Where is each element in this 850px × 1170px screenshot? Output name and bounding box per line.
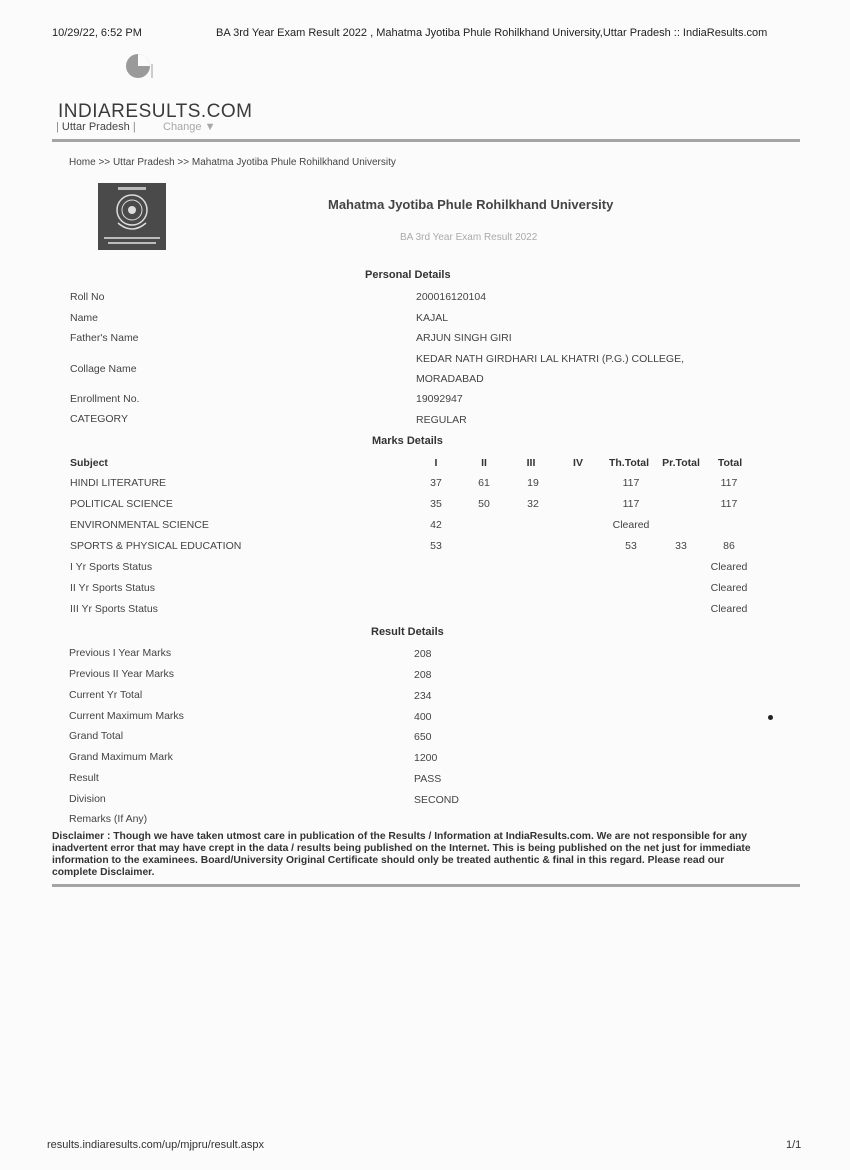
- marks-col-iii: III: [526, 457, 536, 469]
- result-label: Remarks (If Any): [69, 813, 148, 825]
- disclaimer-text: Disclaimer : Though we have taken utmost care in publication of the Results / Information at IndiaResults.com. We are not responsible for any inadvertent error that may have crept in the data / results being published on the Internet. This is being published on the net just for immediate information to the examinees. Board/University Original Certificate should only be treated authentic & final in this regard. Please read our complete: [52, 831, 751, 878]
- college-name-value: KEDAR NATH GIRDHARI LAL KHATRI (P.G.) COLLEGE,: [416, 353, 685, 365]
- marks-cell-ii: 61: [478, 477, 490, 489]
- result-label: Grand Maximum Mark: [69, 751, 173, 763]
- college-city-value: MORADABAD: [416, 373, 484, 385]
- site-logo-text[interactable]: INDIARESULTS.COM: [58, 101, 253, 122]
- breadcrumb-home[interactable]: Home: [69, 157, 96, 168]
- father-name-value: ARJUN SINGH GIRI: [416, 332, 512, 344]
- result-value: 400: [414, 711, 432, 723]
- result-label: Previous II Year Marks: [69, 668, 175, 680]
- marks-cell-total: 117: [720, 477, 738, 489]
- marks-subject: POLITICAL SCIENCE: [70, 498, 173, 510]
- university-name: Mahatma Jyotiba Phule Rohilkhand University: [328, 197, 614, 212]
- marks-cell-total: Cleared: [710, 603, 748, 615]
- result-value: 650: [414, 731, 432, 743]
- disclaimer-end: .: [151, 867, 155, 878]
- disclaimer: [52, 831, 772, 879]
- marks-cell-total: Cleared: [710, 561, 748, 573]
- marks-cell-ii: 50: [478, 498, 490, 510]
- print-footer-url: results.indiaresults.com/up/mjpru/result.aspx: [47, 1139, 265, 1151]
- marks-subject: III Yr Sports Status: [70, 603, 158, 615]
- marks-details-heading: Marks Details: [372, 435, 443, 447]
- breadcrumb-university[interactable]: Mahatma Jyotiba Phule Rohilkhand University: [191, 157, 396, 168]
- result-label: Result: [69, 772, 99, 784]
- disclaimer-link[interactable]: Disclaimer: [100, 867, 152, 878]
- exam-name: BA 3rd Year Exam Result 2022: [400, 232, 538, 243]
- personal-details-heading: Personal Details: [365, 269, 451, 281]
- result-label: Grand Total: [69, 730, 124, 742]
- marks-col-subject: Subject: [70, 457, 108, 469]
- name-label: Name: [70, 312, 99, 324]
- marks-cell-i: 35: [430, 498, 442, 510]
- marks-cell-th-total: 53: [625, 540, 637, 552]
- college-name-label: Collage Name: [70, 363, 137, 375]
- result-value: 234: [414, 690, 432, 702]
- marks-subject: II Yr Sports Status: [70, 582, 156, 594]
- change-state-link[interactable]: Change ▼: [163, 121, 216, 133]
- marks-col-iv: IV: [573, 457, 583, 469]
- enrollment-label: Enrollment No.: [70, 393, 140, 405]
- roll-no-value: 200016120104: [416, 291, 487, 303]
- university-emblem-icon: [98, 183, 166, 250]
- marks-cell-total: 86: [723, 540, 735, 552]
- state-name: Uttar Pradesh: [61, 121, 130, 133]
- category-value: REGULAR: [416, 414, 467, 426]
- marks-cell-th-total: Cleared: [612, 519, 650, 531]
- father-name-label: Father's Name: [70, 332, 139, 344]
- marks-col-total: Total: [717, 457, 743, 469]
- breadcrumb-state[interactable]: Uttar Pradesh: [112, 157, 175, 168]
- marks-cell-iii: 19: [527, 477, 539, 489]
- marks-cell-i: 53: [430, 540, 442, 552]
- marks-col-ii: II: [481, 457, 487, 469]
- result-value: 208: [414, 648, 432, 660]
- marks-cell-iii: 32: [527, 498, 539, 510]
- scan-speck: [768, 715, 773, 720]
- print-page-title: BA 3rd Year Exam Result 2022 , Mahatma Jyotiba Phule Rohilkhand University,Uttar Pradesh :: IndiaResults.com: [216, 27, 768, 39]
- marks-cell-i: 37: [430, 477, 442, 489]
- marks-subject: HINDI LITERATURE: [70, 477, 167, 489]
- result-value: 1200: [414, 752, 438, 764]
- marks-col-i: I: [434, 457, 438, 469]
- result-value: 208: [414, 669, 432, 681]
- header-divider: [52, 139, 800, 142]
- result-label: Current Yr Total: [69, 689, 143, 701]
- footer-divider: [52, 884, 800, 887]
- marks-subject: ENVIRONMENTAL SCIENCE: [70, 519, 209, 531]
- result-label: Previous I Year Marks: [69, 647, 172, 659]
- marks-col-th-total: Th.Total: [608, 457, 650, 469]
- marks-subject: I Yr Sports Status: [70, 561, 153, 573]
- print-page-number: 1/1: [786, 1139, 802, 1151]
- result-label: Current Maximum Marks: [69, 710, 184, 722]
- marks-cell-i: 42: [430, 519, 442, 531]
- site-logo-icon: [122, 50, 154, 82]
- marks-subject: SPORTS & PHYSICAL EDUCATION: [70, 540, 242, 552]
- breadcrumb: Home >> Uttar Pradesh >> Mahatma Jyotiba Phule Rohilkhand University: [69, 157, 396, 168]
- marks-cell-th-total: 117: [622, 477, 640, 489]
- marks-col-pr-total: Pr.Total: [662, 457, 700, 469]
- marks-cell-th-total: 117: [622, 498, 640, 510]
- name-value: KAJAL: [416, 312, 449, 324]
- result-value: PASS: [414, 773, 442, 785]
- state-indicator: | Uttar Pradesh |: [56, 121, 136, 133]
- category-label: CATEGORY: [70, 413, 128, 425]
- result-details-heading: Result Details: [371, 626, 444, 638]
- print-date: 10/29/22, 6:52 PM: [52, 27, 142, 39]
- result-label: Division: [69, 793, 106, 805]
- result-value: SECOND: [414, 794, 459, 806]
- marks-cell-total: 117: [720, 498, 738, 510]
- roll-no-label: Roll No: [70, 291, 105, 303]
- marks-cell-total: Cleared: [710, 582, 748, 594]
- enrollment-value: 19092947: [416, 393, 463, 405]
- marks-cell-pr-total: 33: [675, 540, 687, 552]
